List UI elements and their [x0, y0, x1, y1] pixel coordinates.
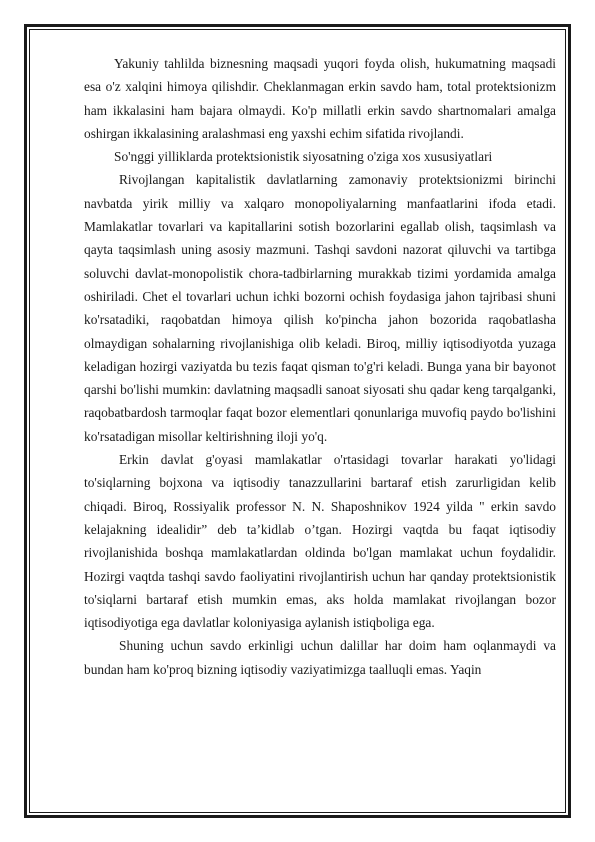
paragraph-1: Yakuniy tahlilda biznesning maqsadi yuqori foyda olish, hukumatning maqsadi esa o'z xalqini himoya qilishdir. Cheklanmagan erkin savdo ham, total protektsionizm ham ikkalasini ham bajara olmaydi. Ko'p millatli erkin savdo shartnomalari amalga oshirgan ikkalasining aralashmasi eng yaxshi echim sifatida rivojlandi.: [84, 56, 556, 141]
paragraph-3: Erkin davlat g'oyasi mamlakatlar o'rtasidagi tovarlar harakati yo'lidagi to'siqlarning bojxona va iqtisodiy tanazzullarini bartaraf etish zarurligidan kelib chiqadi. Biroq, Rossiyalik professor N. N. Shaposhnikov 1924 yilda " erkin savdo kelajakning idealidir” deb ta’kidlab o’tgan. Hozirgi vaqtda bu faqat iqtisodiy rivojlanishida boshqa mamlakatlardan oldinda bo'lgan mamlakat uchun foydalidir. Hozirgi vaqtda tashqi savdo faoliyatini rivojlantirish uchun har qanday protektsionistik to'siqlarni bartaraf etish mumkin emas, aks holda mamlakat rivojlangan bozor iqtisodiyotiga ega davlatlar koloniyasiga aylanish istiqboliga ega.: [84, 452, 556, 631]
paragraph-2: Rivojlangan kapitalistik davlatlarning zamonaviy protektsionizmi birinchi navbatda yirik milliy va xalqaro monopoliyalarning manfaatlarini ifoda etadi. Mamlakatlar tovarlari va kapitallarini sotish bozorlarini egallab olish, taqsimlash va qayta taqsimlash uning asosiy mazmuni. Tashqi savdoni nazorat qiluvchi va tartibga soluvchi davlat-monopolistik chora-tadbirlarning murakkab tizimi yordamida amalga oshiriladi. Chet el tovarlari uchun ichki bozorni ochish foydasiga jahon tajribasi shuni ko'rsatadiki, raqobatdan himoya qilish ko'pincha jahon bozorida raqobatlasha olmaydigan sohalarning rivojlanishiga olib keladi. Biroq, milliy iqtisodiyotda yuzaga keladigan hozirgi vaziyatda bu tezis faqat qisman to'g'ri keladi. Bunga yana bir bayonot qarshi bo'lishi mumkin: davlatning maqsadli sanoat siyosati shu qadar keng tarqalganki, raqobatbardosh tarmoqlar faqat bozor elementlari qonunlariga muvofiq paydo bo'lishini ko'rsatadigan misollar keltirishning iloji yo'q.: [84, 172, 556, 444]
document-body: [84, 52, 556, 681]
section-heading: So'nggi yilliklarda protektsionistik siyosatning o'ziga xos xususiyatlari: [114, 149, 493, 165]
paragraph-4: Shuning uchun savdo erkinligi uchun dalillar har doim ham oqlanmaydi va bundan ham ko'proq bizning iqtisodiy vaziyatimizga taalluqli emas. Yaqin: [84, 638, 556, 677]
